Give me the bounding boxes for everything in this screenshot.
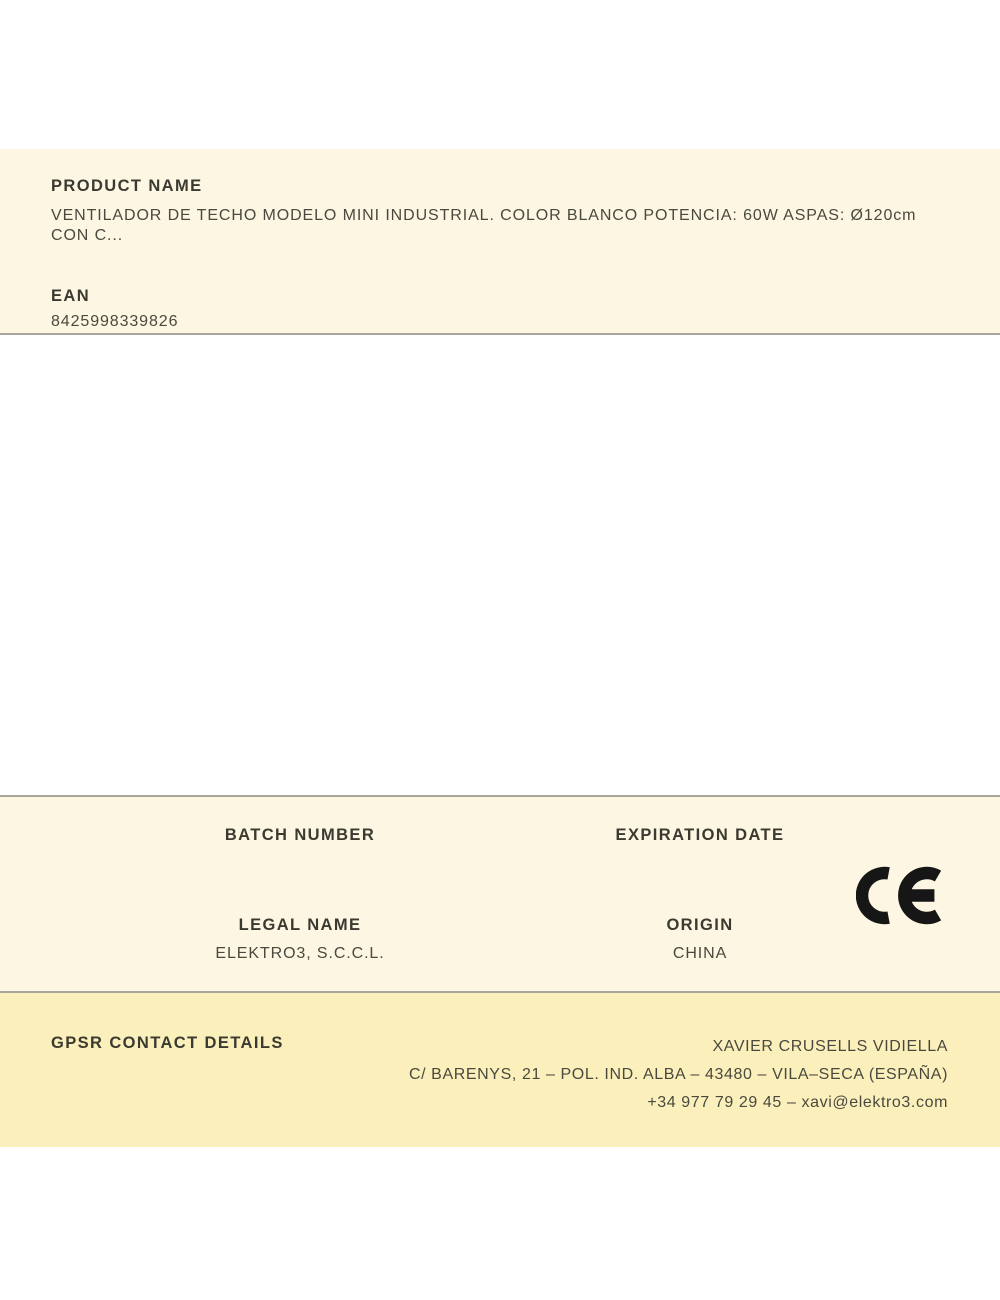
traceability-section bbox=[0, 795, 1000, 993]
gpsr-contact-section bbox=[0, 993, 1000, 1147]
product-name-label: PRODUCT NAME bbox=[51, 177, 203, 195]
legal-name-group bbox=[100, 915, 500, 964]
origin-value: CHINA bbox=[672, 945, 728, 962]
gpsr-contact-block bbox=[409, 1033, 948, 1117]
batch-expiration-row bbox=[100, 825, 900, 845]
ean-value: 8425998339826 bbox=[51, 313, 179, 330]
contact-phone-email: +34 977 79 29 45 – xavi@elektro3.com bbox=[647, 1094, 948, 1111]
product-info-section bbox=[0, 149, 1000, 335]
legal-name-value: ELEKTRO3, S.C.C.L. bbox=[215, 945, 385, 962]
batch-number-label: BATCH NUMBER bbox=[224, 826, 376, 844]
ce-marking-icon bbox=[856, 862, 944, 929]
legal-name-label: LEGAL NAME bbox=[238, 916, 362, 934]
expiration-date-label: EXPIRATION DATE bbox=[615, 826, 785, 844]
origin-label: ORIGIN bbox=[666, 916, 734, 934]
legal-origin-row bbox=[100, 915, 900, 964]
gpsr-contact-label: GPSR CONTACT DETAILS bbox=[51, 1034, 284, 1052]
origin-group bbox=[500, 915, 900, 964]
contact-name: XAVIER CRUSELLS VIDIELLA bbox=[712, 1038, 948, 1055]
contact-address: C/ BARENYS, 21 – POL. IND. ALBA – 43480 – VILA–SECA (ESPAÑA) bbox=[408, 1066, 948, 1083]
ean-label: EAN bbox=[51, 287, 91, 305]
product-name-value: VENTILADOR DE TECHO MODELO MINI INDUSTRIAL. COLOR BLANCO POTENCIA: 60W ASPAS: Ø120cm CON C... bbox=[51, 207, 917, 244]
